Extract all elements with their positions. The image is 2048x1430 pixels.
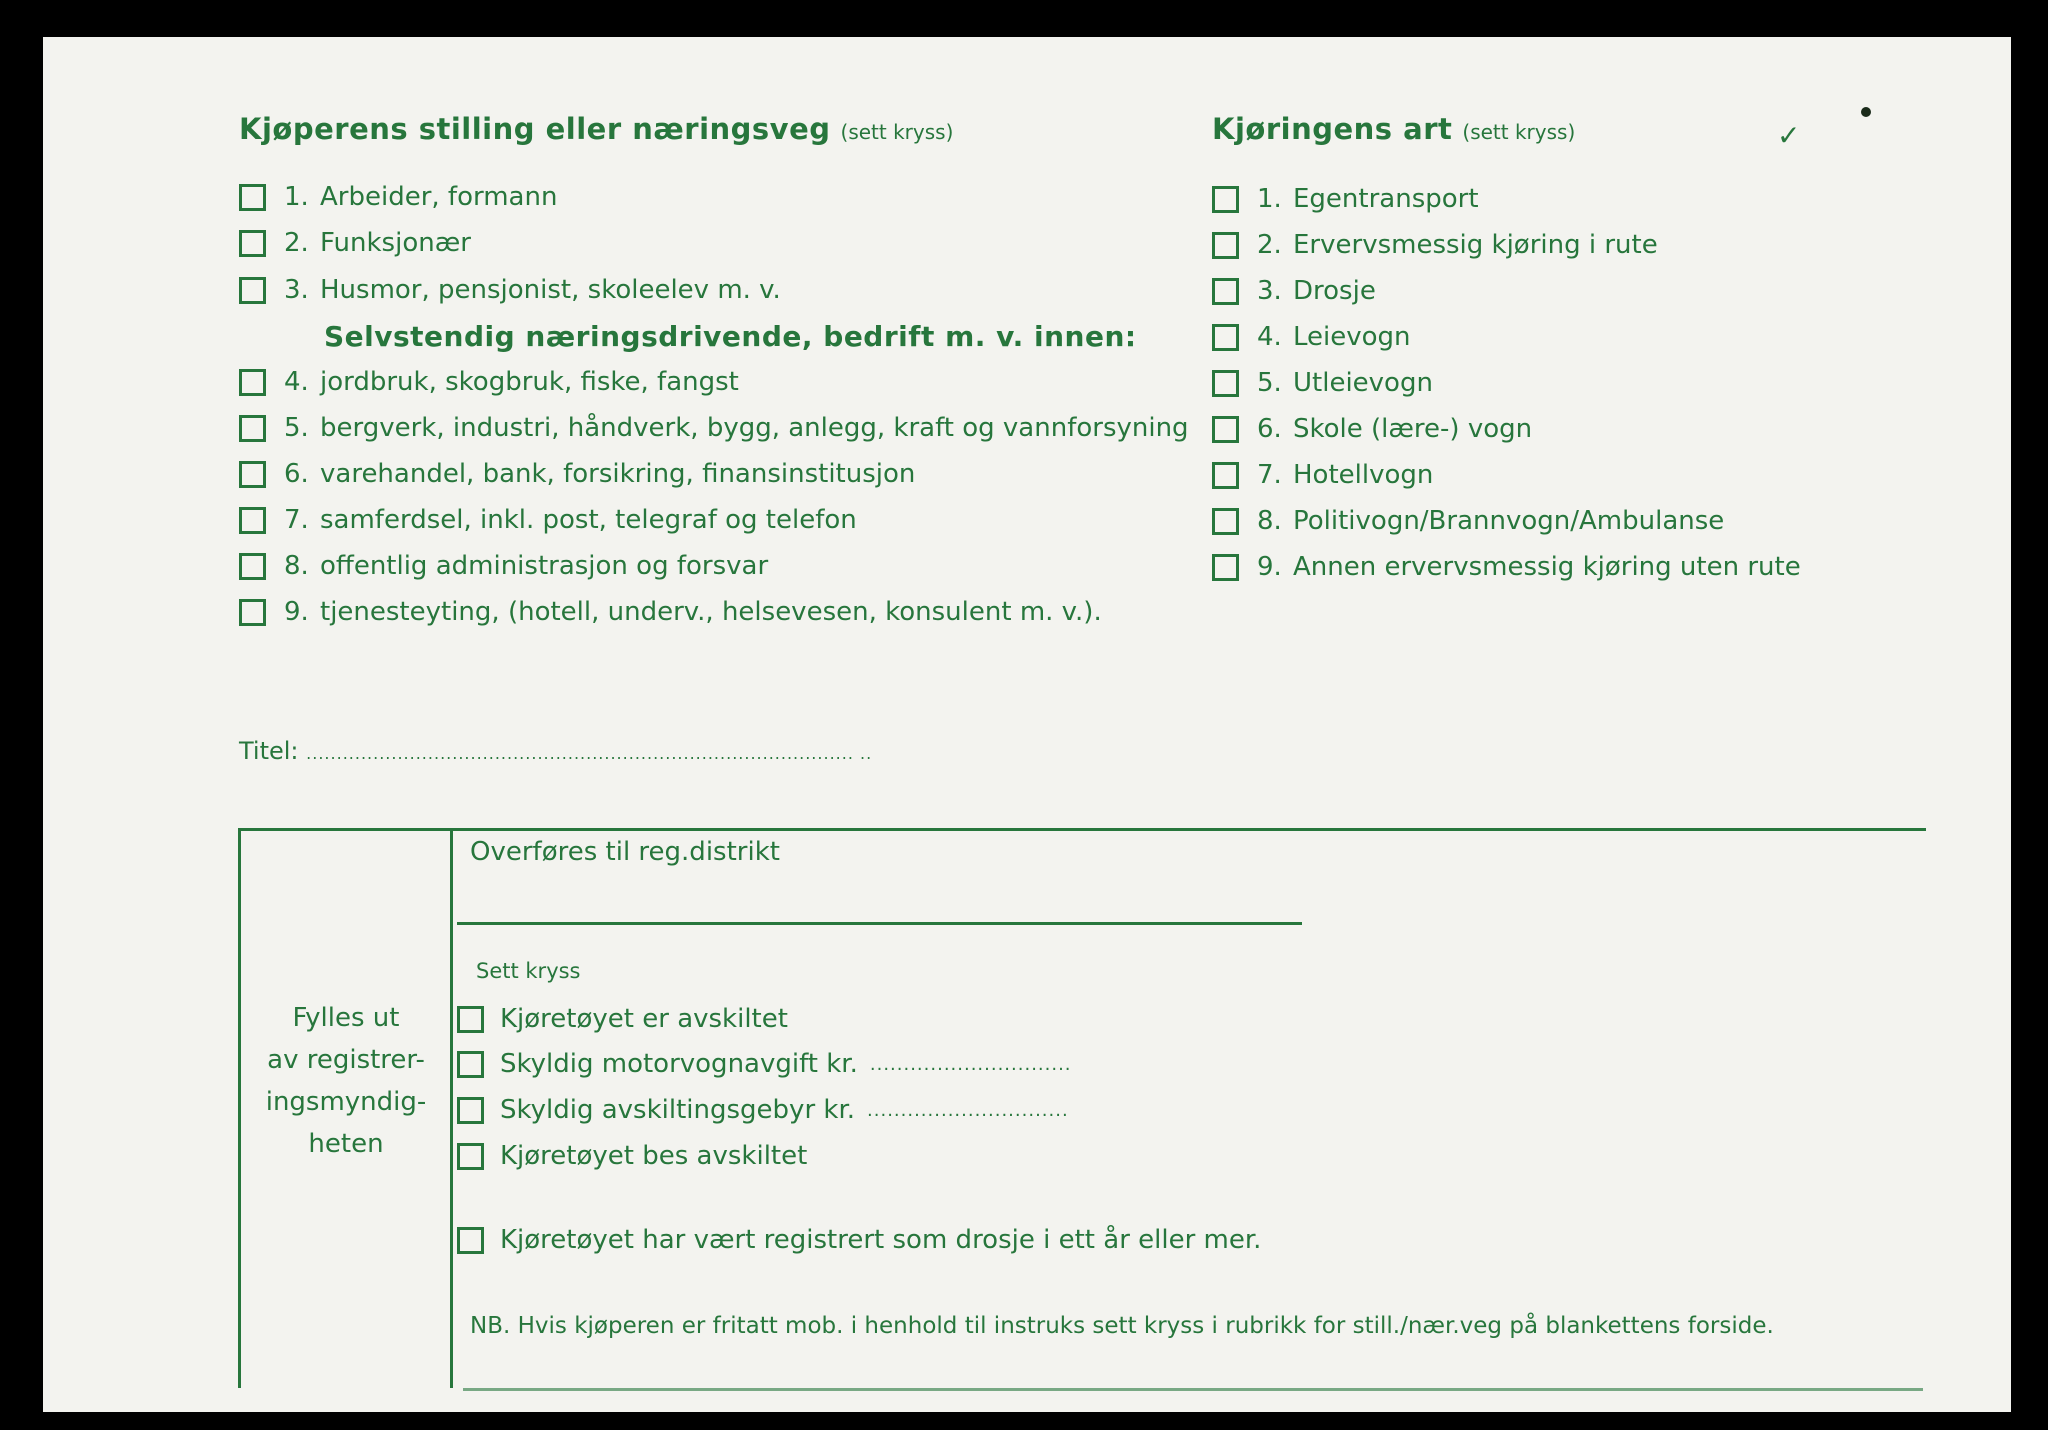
checkbox[interactable] <box>1212 324 1239 351</box>
option-number: 8. <box>1257 506 1282 536</box>
check-label: Kjøretøyet har vært registrert som drosje i ett år eller mer. <box>500 1225 1262 1255</box>
registry-check-4[interactable] <box>457 1141 807 1171</box>
option-label: Hotellvogn <box>1293 460 1434 490</box>
side-label-line: Fylles ut <box>292 1003 400 1033</box>
checkbox[interactable] <box>239 184 266 211</box>
option-number: 9. <box>1257 552 1282 582</box>
right-section-title <box>1212 112 1575 146</box>
checkbox[interactable] <box>1212 554 1239 581</box>
form-sheet <box>43 37 2011 1412</box>
checkbox[interactable] <box>1212 462 1239 489</box>
driving-option-4[interactable] <box>1212 322 1411 352</box>
check-mark-icon: ✓ <box>1777 119 1801 152</box>
option-number: 2. <box>1257 230 1282 260</box>
occupation-option-3[interactable] <box>239 275 781 305</box>
side-label-line: heten <box>308 1129 384 1159</box>
driving-option-3[interactable] <box>1212 276 1376 306</box>
occupation-option-1[interactable] <box>239 182 557 212</box>
checkbox[interactable] <box>239 230 266 257</box>
option-label: Drosje <box>1293 276 1376 306</box>
check-label: Kjøretøyet er avskiltet <box>500 1004 788 1034</box>
option-label: Politivogn/Brannvogn/Ambulanse <box>1293 506 1725 536</box>
option-label: Annen ervervsmessig kjøring uten rute <box>1293 552 1801 582</box>
side-label-line: ingsmyndig- <box>265 1087 427 1117</box>
option-number: 1. <box>1257 184 1282 214</box>
amount-dotted-line[interactable]: .............................. <box>869 1053 1072 1075</box>
left-title-hint: (sett kryss) <box>840 120 954 144</box>
registry-check-2[interactable] <box>457 1049 1072 1079</box>
occupation-option-5[interactable] <box>239 413 1189 443</box>
registry-side-label <box>241 997 451 1165</box>
driving-option-8[interactable] <box>1212 506 1724 536</box>
checkbox[interactable] <box>1212 508 1239 535</box>
occupation-option-6[interactable] <box>239 459 915 489</box>
option-number: 6. <box>1257 414 1282 444</box>
registry-box-top-rule <box>238 828 1926 831</box>
checkbox[interactable] <box>457 1097 484 1124</box>
occupation-option-8[interactable] <box>239 551 768 581</box>
left-title-text: Kjøperens stilling eller næringsveg <box>239 112 831 146</box>
option-number: 1. <box>284 182 309 212</box>
option-number: 7. <box>1257 460 1282 490</box>
option-number: 4. <box>1257 322 1282 352</box>
title-field-label: Titel: <box>239 737 299 765</box>
option-number: 3. <box>1257 276 1282 306</box>
checkbox[interactable] <box>239 461 266 488</box>
option-label: Leievogn <box>1293 322 1411 352</box>
option-number: 9. <box>284 597 309 627</box>
option-label: Utleievogn <box>1293 368 1433 398</box>
self-employed-subheader: Selvstendig næringsdrivende, bedrift m. v. innen: <box>324 320 1137 353</box>
driving-option-2[interactable] <box>1212 230 1658 260</box>
option-label: Arbeider, formann <box>320 182 558 212</box>
checkbox[interactable] <box>239 553 266 580</box>
option-number: 4. <box>284 367 309 397</box>
checkbox[interactable] <box>457 1006 484 1033</box>
checkbox[interactable] <box>457 1227 484 1254</box>
option-number: 3. <box>284 275 309 305</box>
option-label: Skole (lære-) vogn <box>1293 414 1533 444</box>
right-title-text: Kjøringens art <box>1212 112 1453 146</box>
checkbox[interactable] <box>457 1051 484 1078</box>
transfer-input-line[interactable] <box>457 922 1302 925</box>
driving-option-1[interactable] <box>1212 184 1479 214</box>
check-label: Kjøretøyet bes avskiltet <box>500 1141 808 1171</box>
ink-spot-icon <box>1861 107 1871 117</box>
option-label: samferdsel, inkl. post, telegraf og telefon <box>320 505 857 535</box>
checkbox[interactable] <box>1212 278 1239 305</box>
option-label: Husmor, pensjonist, skoleelev m. v. <box>320 275 781 305</box>
left-section-title <box>239 112 953 146</box>
checkbox[interactable] <box>239 599 266 626</box>
option-number: 2. <box>284 228 309 258</box>
checkbox[interactable] <box>1212 232 1239 259</box>
check-label: Skyldig motorvognavgift kr. <box>500 1049 858 1079</box>
checkbox[interactable] <box>1212 416 1239 443</box>
driving-option-6[interactable] <box>1212 414 1532 444</box>
option-label: jordbruk, skogbruk, fiske, fangst <box>320 367 739 397</box>
title-field-dotted-line[interactable]: .......................................................................................... .. <box>306 744 873 763</box>
right-title-hint: (sett kryss) <box>1462 120 1576 144</box>
exemption-note: NB. Hvis kjøperen er fritatt mob. i henhold til instruks sett kryss i rubrikk for still./nær.veg på blankettens forside. <box>470 1313 1774 1339</box>
checkbox[interactable] <box>239 277 266 304</box>
driving-option-7[interactable] <box>1212 460 1433 490</box>
check-label: Skyldig avskiltingsgebyr kr. <box>500 1095 856 1125</box>
checkbox[interactable] <box>239 415 266 442</box>
driving-option-9[interactable] <box>1212 552 1801 582</box>
side-label-line: av registrer- <box>267 1045 425 1075</box>
option-number: 5. <box>284 413 309 443</box>
option-number: 6. <box>284 459 309 489</box>
option-label: Ervervsmessig kjøring i rute <box>1293 230 1658 260</box>
occupation-option-9[interactable] <box>239 597 1102 627</box>
occupation-option-2[interactable] <box>239 228 471 258</box>
drosje-check[interactable] <box>457 1225 1261 1255</box>
option-label: varehandel, bank, forsikring, finansinstitusjon <box>320 459 916 489</box>
option-label: bergverk, industri, håndverk, bygg, anlegg, kraft og vannforsyning <box>320 413 1189 443</box>
option-label: Egentransport <box>1293 184 1479 214</box>
driving-option-5[interactable] <box>1212 368 1433 398</box>
option-number: 7. <box>284 505 309 535</box>
title-field[interactable] <box>239 737 872 765</box>
checkbox[interactable] <box>239 507 266 534</box>
option-number: 8. <box>284 551 309 581</box>
sett-kryss-label: Sett kryss <box>476 959 581 983</box>
registry-check-1[interactable] <box>457 1004 788 1034</box>
option-label: tjenesteyting, (hotell, underv., helsevesen, konsulent m. v.). <box>320 597 1102 627</box>
registry-box-bottom-rule <box>463 1388 1923 1391</box>
checkbox[interactable] <box>1212 370 1239 397</box>
checkbox[interactable] <box>239 369 266 396</box>
occupation-option-7[interactable] <box>239 505 857 535</box>
registry-check-3[interactable] <box>457 1095 1069 1125</box>
checkbox[interactable] <box>457 1143 484 1170</box>
transfer-label: Overføres til reg.distrikt <box>470 837 780 867</box>
option-number: 5. <box>1257 368 1282 398</box>
option-label: Funksjonær <box>320 228 471 258</box>
checkbox[interactable] <box>1212 186 1239 213</box>
amount-dotted-line[interactable]: .............................. <box>867 1099 1069 1121</box>
option-label: offentlig administrasjon og forsvar <box>320 551 769 581</box>
occupation-option-4[interactable] <box>239 367 739 397</box>
